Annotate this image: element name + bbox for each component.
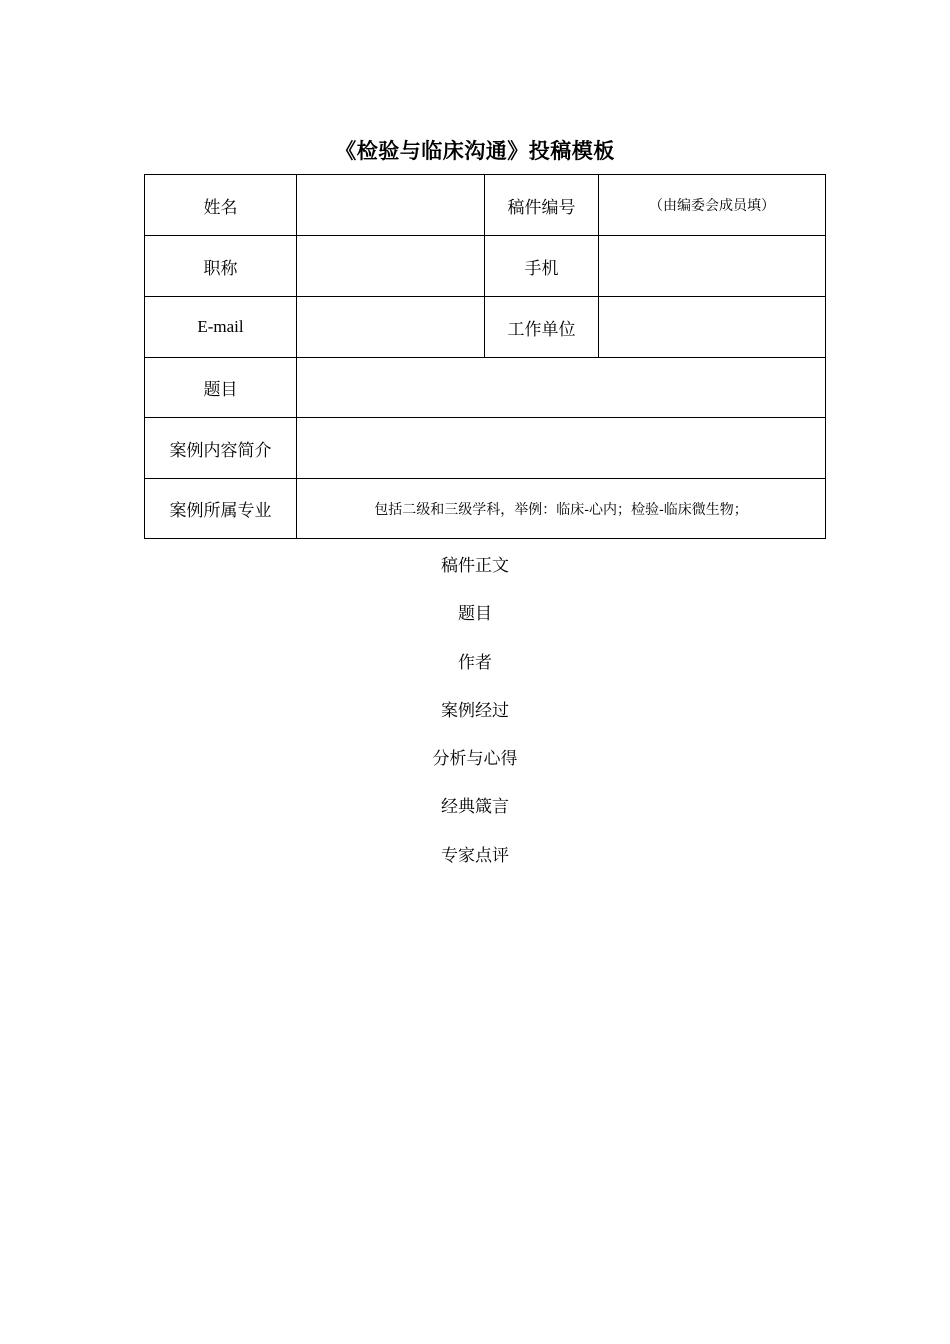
phone-field[interactable] — [599, 236, 826, 297]
submission-form-table — [144, 174, 826, 539]
section-heading-body: 稿件正文 — [441, 556, 509, 576]
section-heading-author: 作者 — [458, 652, 492, 673]
section-heading-quote: 经典箴言 — [441, 797, 509, 818]
name-field[interactable] — [297, 175, 485, 236]
subject-label: 题目 — [145, 358, 297, 418]
manuscript-no-note: （由编委会成员填） — [599, 175, 826, 236]
section-heading-subject: 题目 — [458, 604, 492, 625]
page-title: 《检验与临床沟通》投稿模板 — [335, 139, 615, 163]
phone-label: 手机 — [485, 236, 599, 297]
section-heading-analysis: 分析与心得 — [432, 749, 518, 770]
manuscript-no-label: 稿件编号 — [485, 175, 599, 236]
manuscript-sections — [0, 548, 950, 886]
form-row-job-title — [145, 236, 826, 297]
section-heading-expert-comment: 专家点评 — [441, 845, 509, 866]
case-summary-field[interactable] — [297, 418, 826, 479]
section-heading-case-process: 案例经过 — [441, 700, 509, 721]
case-specialty-label: 案例所属专业 — [145, 479, 297, 539]
case-summary-label: 案例内容简介 — [145, 418, 297, 479]
work-unit-label: 工作单位 — [485, 297, 599, 358]
job-title-label: 职称 — [145, 236, 297, 297]
job-title-field[interactable] — [297, 236, 485, 297]
email-field[interactable] — [297, 297, 485, 358]
form-row-email — [145, 297, 826, 358]
form-row-subject — [145, 358, 826, 418]
case-specialty-note[interactable]: 包括二级和三级学科，举例：临床-心内；检验-临床微生物； — [297, 479, 826, 539]
form-row-case-specialty — [145, 479, 826, 539]
email-label: E-mail — [145, 297, 297, 358]
work-unit-field[interactable] — [599, 297, 826, 358]
form-row-name — [145, 175, 826, 236]
subject-field[interactable] — [297, 358, 826, 418]
form-row-case-summary — [145, 418, 826, 479]
name-label: 姓名 — [145, 175, 297, 236]
